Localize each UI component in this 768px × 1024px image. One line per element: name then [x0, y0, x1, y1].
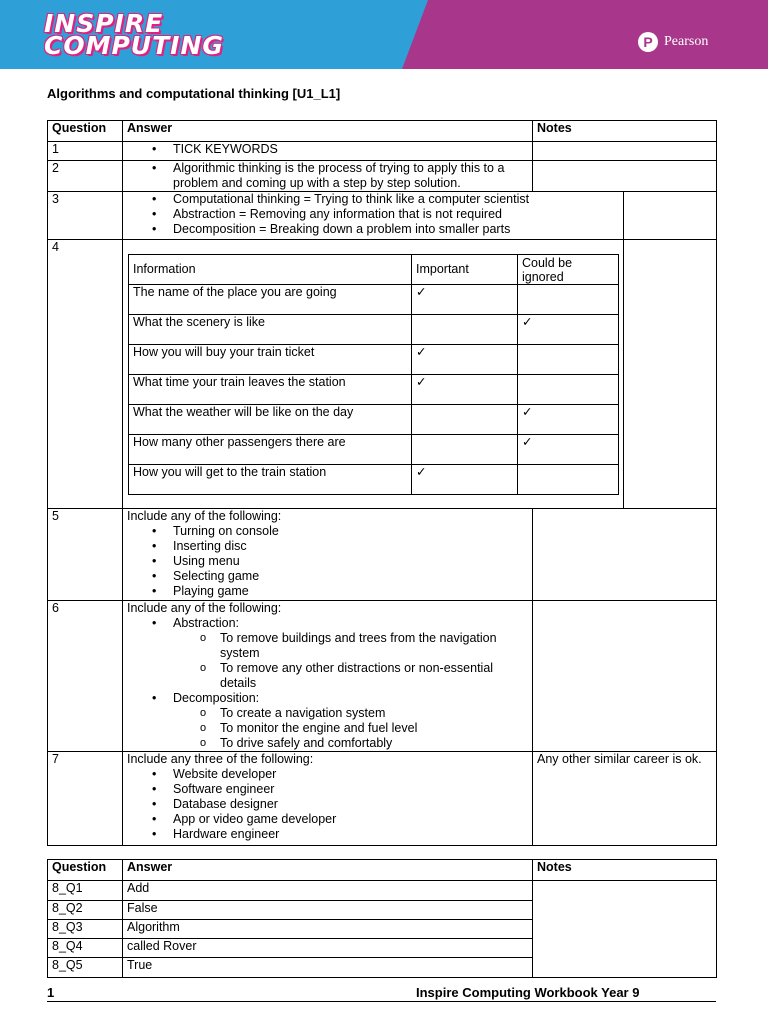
decomposition-label: Decomposition: — [173, 691, 260, 705]
answer-cell — [123, 142, 533, 161]
answer-intro: Include any three of the following: — [127, 752, 314, 766]
important-tick — [412, 405, 518, 435]
list-item: • Playing game — [173, 584, 528, 599]
notes-cell — [533, 601, 717, 752]
pearson-icon: P — [638, 32, 658, 52]
question-number: 2 — [48, 161, 123, 192]
notes-cell — [624, 240, 717, 509]
info-cell: The name of the place you are going — [129, 285, 412, 315]
list-item: • Selecting game — [173, 569, 528, 584]
info-cell: How you will buy your train ticket — [129, 345, 412, 375]
ignored-tick — [518, 375, 619, 405]
ignored-tick: ✓ — [518, 315, 619, 345]
info-cell: What the scenery is like — [129, 315, 412, 345]
table-row — [48, 752, 717, 846]
question-number: 8_Q2 — [48, 901, 123, 920]
notes-cell — [624, 192, 717, 240]
inner-row — [129, 435, 619, 465]
inner-row — [129, 405, 619, 435]
footer-book-title: Inspire Computing Workbook Year 9 — [416, 985, 640, 1000]
table-row — [48, 161, 717, 192]
header-banner — [0, 0, 768, 69]
important-tick: ✓ — [412, 285, 518, 315]
important-tick: ✓ — [412, 345, 518, 375]
ignored-tick: ✓ — [518, 435, 619, 465]
answer-cell — [123, 240, 624, 509]
sub-list-item: o To drive safely and comfortably — [220, 736, 528, 751]
important-tick: ✓ — [412, 375, 518, 405]
ignored-tick — [518, 345, 619, 375]
list-item: • Software engineer — [173, 782, 528, 797]
col-header-question: Question — [48, 121, 123, 142]
question-number: 8_Q3 — [48, 920, 123, 939]
list-item: • Hardware engineer — [173, 827, 528, 842]
info-cell: How many other passengers there are — [129, 435, 412, 465]
notes-cell — [533, 509, 717, 601]
table-row — [48, 240, 717, 509]
list-item: • Database designer — [173, 797, 528, 812]
answer-cell — [123, 509, 533, 601]
answer-cell: True — [123, 958, 533, 978]
sub-list-item: o To monitor the engine and fuel level — [220, 721, 528, 736]
notes-cell: Any other similar career is ok. — [533, 752, 717, 846]
notes-cell — [533, 881, 717, 978]
answer-cell — [123, 192, 624, 240]
inner-header-row — [129, 255, 619, 285]
list-item: • Algorithmic thinking is the process of trying to apply this to a problem and coming up with a step by step solution. — [173, 161, 528, 191]
col-header-answer: Answer — [123, 860, 533, 881]
logo-line2: COMPUTING — [44, 31, 224, 60]
col-header-notes: Notes — [533, 860, 717, 881]
notes-cell — [533, 142, 717, 161]
col-header-notes: Notes — [533, 121, 717, 142]
col-header-answer: Answer — [123, 121, 533, 142]
table-header-row — [48, 121, 717, 142]
page-title: Algorithms and computational thinking [U1_L1] — [47, 86, 341, 101]
table-row — [48, 881, 717, 901]
info-cell: What the weather will be like on the day — [129, 405, 412, 435]
table-row — [48, 192, 717, 240]
quiz-answers-table — [47, 859, 717, 978]
logo-line1: INSPIRE — [44, 9, 164, 38]
table-row — [48, 601, 717, 752]
ignored-tick: ✓ — [518, 405, 619, 435]
list-item: • Abstraction = Removing any information that is not required — [173, 207, 619, 222]
inner-header-ignored: Could be ignored — [518, 255, 619, 285]
question-number: 8_Q4 — [48, 939, 123, 958]
page-number: 1 — [47, 985, 55, 1000]
list-item: • TICK KEYWORDS — [173, 142, 528, 157]
sub-list-item: o To create a navigation system — [220, 706, 528, 721]
question-number: 7 — [48, 752, 123, 846]
ignored-tick — [518, 465, 619, 495]
answer-cell — [123, 752, 533, 846]
ignored-tick — [518, 285, 619, 315]
sub-list-item: o To remove buildings and trees from the navigation system — [220, 631, 528, 661]
information-table — [128, 254, 619, 495]
list-item: • Website developer — [173, 767, 528, 782]
list-item — [173, 691, 528, 751]
answer-cell: Add — [123, 881, 533, 901]
question-number: 1 — [48, 142, 123, 161]
answer-cell: Algorithm — [123, 920, 533, 939]
inner-row — [129, 375, 619, 405]
answer-cell: called Rover — [123, 939, 533, 958]
abstraction-label: Abstraction: — [173, 616, 240, 630]
list-item — [173, 616, 528, 691]
inner-header-information: Information — [129, 255, 412, 285]
answer-intro: Include any of the following: — [127, 509, 282, 523]
list-item: • Decomposition = Breaking down a problem into smaller parts — [173, 222, 619, 237]
inner-row — [129, 285, 619, 315]
list-item: • App or video game developer — [173, 812, 528, 827]
question-number: 8_Q5 — [48, 958, 123, 978]
question-number: 4 — [48, 240, 123, 509]
important-tick — [412, 315, 518, 345]
table-row — [48, 509, 717, 601]
list-item: • Using menu — [173, 554, 528, 569]
question-number: 3 — [48, 192, 123, 240]
question-number: 6 — [48, 601, 123, 752]
answer-cell: False — [123, 901, 533, 920]
answer-cell — [123, 601, 533, 752]
inner-row — [129, 315, 619, 345]
important-tick: ✓ — [412, 465, 518, 495]
info-cell: How you will get to the train station — [129, 465, 412, 495]
inner-header-important: Important — [412, 255, 518, 285]
inner-row — [129, 345, 619, 375]
info-cell: What time your train leaves the station — [129, 375, 412, 405]
answer-intro: Include any of the following: — [127, 601, 282, 615]
table-row — [48, 142, 717, 161]
pearson-name: Pearson — [664, 34, 709, 49]
important-tick — [412, 435, 518, 465]
notes-cell — [533, 161, 717, 192]
answer-cell — [123, 161, 533, 192]
col-header-question: Question — [48, 860, 123, 881]
pearson-logo — [638, 32, 708, 52]
inner-row — [129, 465, 619, 495]
sub-list-item: o To remove any other distractions or non-essential details — [220, 661, 528, 691]
answers-table — [47, 120, 717, 846]
list-item: • Inserting disc — [173, 539, 528, 554]
table-header-row — [48, 860, 717, 881]
list-item: • Computational thinking = Trying to think like a computer scientist — [173, 192, 619, 207]
question-number: 5 — [48, 509, 123, 601]
list-item: • Turning on console — [173, 524, 528, 539]
footer-rule — [47, 1001, 716, 1002]
question-number: 8_Q1 — [48, 881, 123, 901]
